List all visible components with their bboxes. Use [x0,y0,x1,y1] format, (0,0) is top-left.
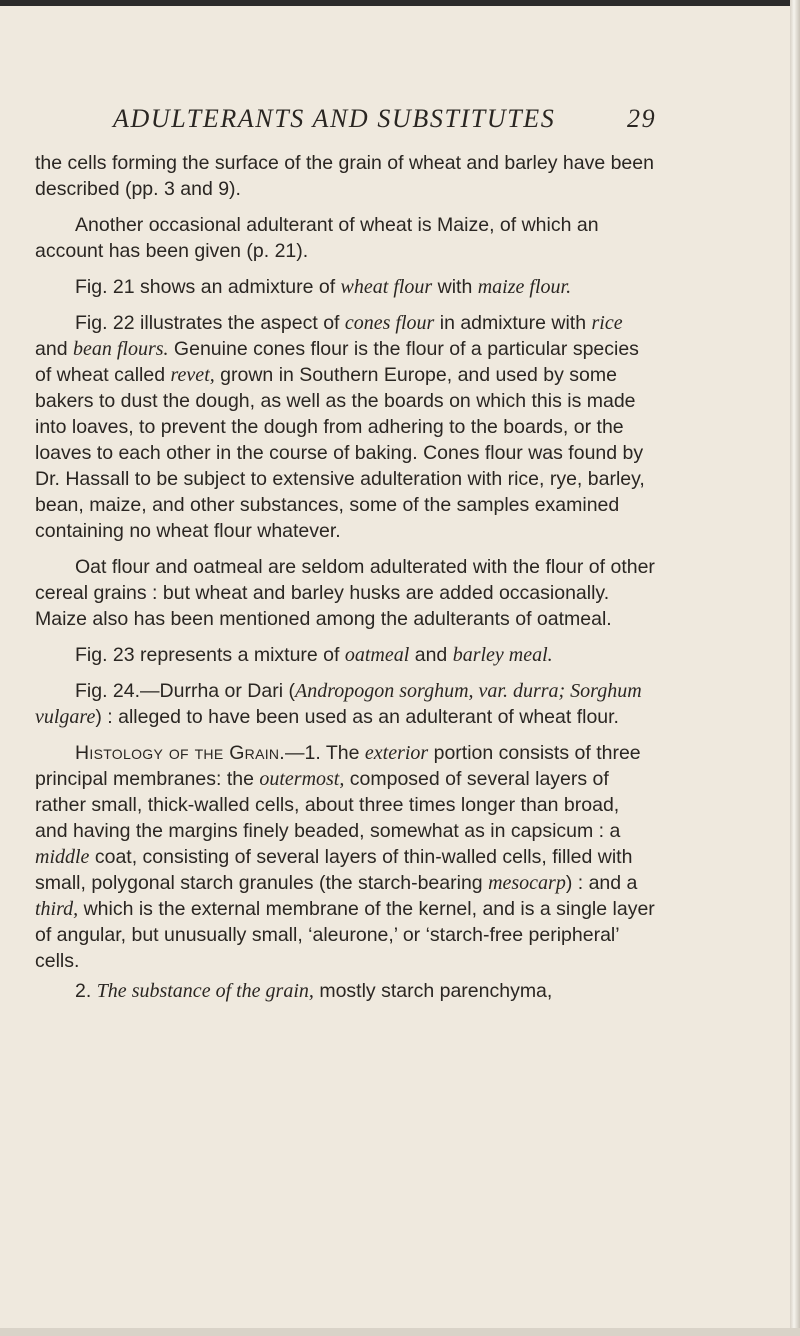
italic-term: wheat flour [340,276,433,298]
italic-term: The substance of the grain, [96,980,314,1002]
text-run: and [35,338,73,360]
italic-term: mesocarp [488,872,566,894]
paragraph-8 [35,740,655,974]
italic-term: maize flour. [477,276,572,298]
italic-term: third, [35,898,79,920]
italic-term: bean flours. [72,338,169,360]
text-run: Fig. 21 shows an admixture of [75,276,341,298]
italic-term: exterior [364,742,429,764]
paragraph-3 [35,274,655,300]
text-run: Fig. 23 represents a mixture of [75,644,345,666]
text-run: Fig. 22 illustrates the aspect of [75,312,345,334]
text-run: Fig. 24.—Durrha or Dari ( [75,680,295,702]
section-heading: Histology of the Grain. [75,742,286,764]
text-run: in admixture with [434,312,592,334]
italic-term: middle [35,846,90,868]
text-run: portion consists of three principal membranes: the [35,742,641,790]
text-run: —1. The [285,742,365,764]
italic-term: barley meal. [452,644,553,666]
paragraph-9 [35,978,655,1004]
page-edge-right [790,0,800,1336]
page-edge-bottom [0,1328,800,1336]
text-run: coat, consisting of several layers of thin-walled cells, filled with small, polygonal starch granules (the starch-bearing [35,846,633,894]
italic-term: outermost, [259,768,345,790]
italic-term: cones flour [344,312,435,334]
paragraph-1: the cells forming the surface of the grain of wheat and barley have been described (pp. 3 and 9). [35,152,654,200]
page-number: 29 [627,104,657,133]
text-run: mostly starch parenchyma, [313,980,553,1002]
text-run: grown in Southern Europe, and used by some bakers to dust the dough, as well as the boards on which this is made into loaves, to prevent the dough from adhering to the boards, or the loaves to each other in the course of baking. Cones flour was found by Dr. Hassall to be subject to extensive adulteration with rice, rye, barley, bean, maize, and other substances, some of the samples examined containing no wheat flour whatever. [35,364,645,542]
paragraph-7 [35,678,655,730]
text-run: with [432,276,478,298]
text-run: ) : and a [565,872,638,894]
text-run: which is the external membrane of the kernel, and is a single layer of angular, but unusually small, ‘aleurone,’ or ‘starch-free peripheral’ cells. [35,898,655,972]
italic-term: Andropogon sorghum, var. durra; Sorghum vulgare [35,680,642,728]
italic-term: oatmeal [344,644,410,666]
paragraph-4 [35,310,655,544]
header-title: ADULTERANTS AND SUBSTITUTES [113,104,556,133]
page-top-shadow [0,0,800,6]
text-run: ) : alleged to have been used as an adulterant of wheat flour. [95,706,619,728]
paragraph-2: Another occasional adulterant of wheat is Maize, of which an account has been given (p. 21). [35,214,599,262]
body-text [35,150,655,1004]
italic-term: revet, [170,364,215,386]
text-run: and [409,644,453,666]
text-run: 2. [75,980,97,1002]
paragraph-5: Oat flour and oatmeal are seldom adulterated with the flour of other cereal grains : but wheat and barley husks are added occasionally. Maize also has been mentioned among the adulterants of oatmeal. [35,556,655,630]
text-run: Genuine cones flour is the flour of a particular species of wheat called [35,338,639,386]
italic-term: rice [591,312,623,334]
paragraph-6 [35,642,655,668]
text-run: composed of several layers of rather small, thick-walled cells, about three times longer than broad, and having the margins finely beaded, somewhat as in capsicum : a [35,768,621,842]
